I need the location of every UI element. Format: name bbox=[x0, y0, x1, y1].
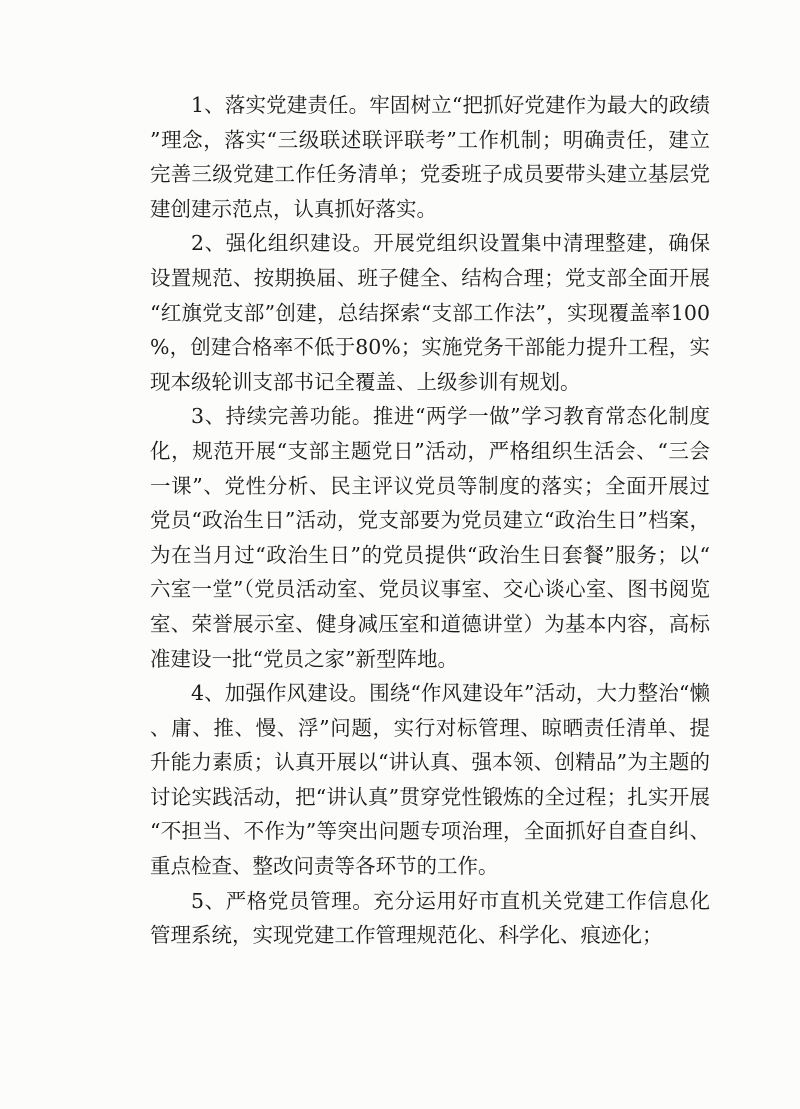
paragraph-3: 3、持续完善功能。推进“两学一做”学习教育常态化制度化，规范开展“支部主题党日”活动，严格组织生活会、“三会一课”、党性分析、民主评议党员等制度的落实；全面开展过党员“政治生日”活动，党支部要为党员建立“政治生日”档案，为在当月过“政治生日”的党员提供“政治生日套餐”服务；以“六室一堂”（党员活动室、党员议事室、交心谈心室、图书阅览室、荣誉展示室、健身减压室和道德讲堂）为基本内容，高标准建设一批“党员之家”新型阵地。 bbox=[150, 404, 710, 671]
document-body bbox=[150, 88, 710, 953]
paragraph-5: 5、严格党员管理。充分运用好市直机关党建工作信息化管理系统，实现党建工作管理规范化、科学化、痕迹化； bbox=[150, 888, 710, 948]
paragraph-4: 4、加强作风建设。围绕“作风建设年”活动，大力整治“懒、庸、推、慢、浮”问题，实行对标管理、晾晒责任清单、提升能力素质；认真开展以“讲认真、强本领、创精品”为主题的讨论实践活动，把“讲认真”贯穿党性锻炼的全过程；扎实开展“不担当、不作为”等突出问题专项治理，全面抓好自查自纠、重点检查、整改问责等各环节的工作。 bbox=[150, 681, 710, 879]
paragraph-2: 2、强化组织建设。开展党组织设置集中清理整建，确保设置规范、按期换届、班子健全、结构合理；党支部全面开展“红旗党支部”创建，总结探索“支部工作法”，实现覆盖率100%，创建合格率不低于80%；实施党务干部能力提升工程，实现本级轮训支部书记全覆盖、上级参训有规划。 bbox=[150, 231, 710, 394]
paragraph-1: 1、落实党建责任。牢固树立“把抓好党建作为最大的政绩”理念，落实“三级联述联评联考”工作机制；明确责任，建立完善三级党建工作任务清单；党委班子成员要带头建立基层党建创建示范点，认真抓好落实。 bbox=[150, 93, 710, 221]
